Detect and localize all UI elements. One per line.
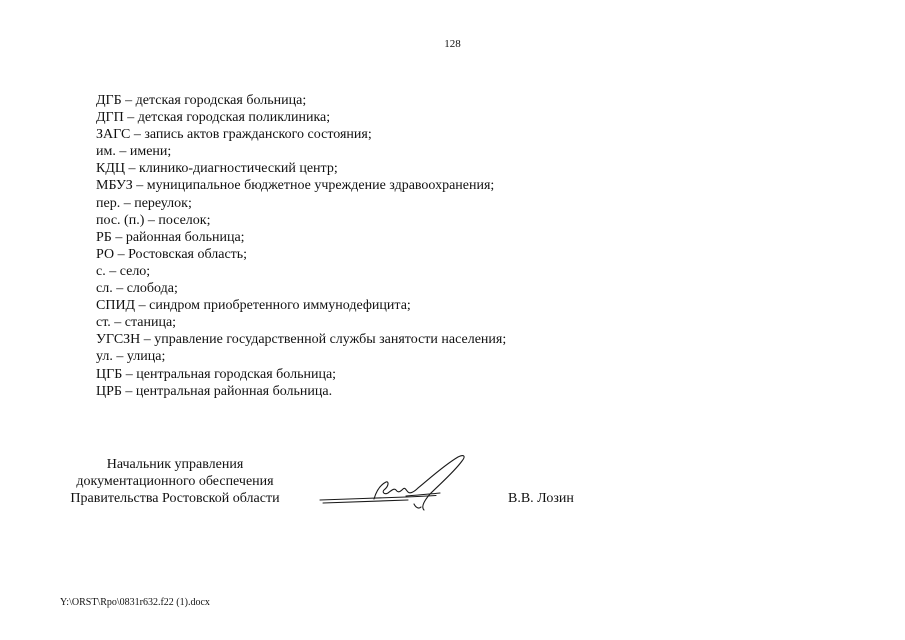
abbreviation-item: РБ – районная больница; bbox=[96, 229, 245, 245]
handwritten-signature bbox=[318, 452, 478, 516]
signer-name: В.В. Лозин bbox=[508, 491, 574, 506]
abbreviation-item: им. – имени; bbox=[96, 144, 172, 160]
abbreviation-item: СПИД – синдром приобретенного иммунодефицита; bbox=[96, 298, 411, 314]
abbreviation-item: МБУЗ – муниципальное бюджетное учреждение здравоохранения; bbox=[96, 178, 495, 194]
signer-title-line: документационного обеспечения bbox=[76, 474, 274, 489]
abbreviation-item: пер. – переулок; bbox=[96, 195, 192, 211]
abbreviation-item: КДЦ – клинико-диагностический центр; bbox=[96, 161, 338, 177]
file-path: Y:\ORST\Rpo\0831r632.f22 (1).docx bbox=[60, 597, 210, 608]
abbreviation-item: ул. – улица; bbox=[96, 349, 166, 365]
abbreviation-item: сл. – слобода; bbox=[96, 281, 178, 297]
abbreviation-item: ЦГБ – центральная городская больница; bbox=[96, 366, 337, 382]
abbreviation-item: ЦРБ – центральная районная больница. bbox=[96, 383, 333, 399]
signer-title-line: Правительства Ростовской области bbox=[70, 491, 280, 506]
abbreviation-item: ст. – станица; bbox=[96, 315, 177, 331]
abbreviation-item: УГСЗН – управление государственной службы занятости населения; bbox=[96, 332, 507, 348]
signer-title bbox=[40, 456, 310, 507]
abbreviation-item: с. – село; bbox=[96, 263, 151, 279]
signer-title-line: Начальник управления bbox=[106, 457, 244, 472]
abbreviation-item: пос. (п.) – поселок; bbox=[96, 212, 211, 228]
abbreviation-item: ДГБ – детская городская больница; bbox=[96, 93, 307, 108]
page-number: 128 bbox=[444, 38, 461, 50]
abbreviation-item: ЗАГС – запись актов гражданского состояния; bbox=[96, 127, 372, 143]
abbreviation-item: РО – Ростовская область; bbox=[96, 246, 248, 262]
abbreviation-item: ДГП – детская городская поликлиника; bbox=[96, 110, 331, 126]
abbreviation-list bbox=[96, 92, 506, 400]
